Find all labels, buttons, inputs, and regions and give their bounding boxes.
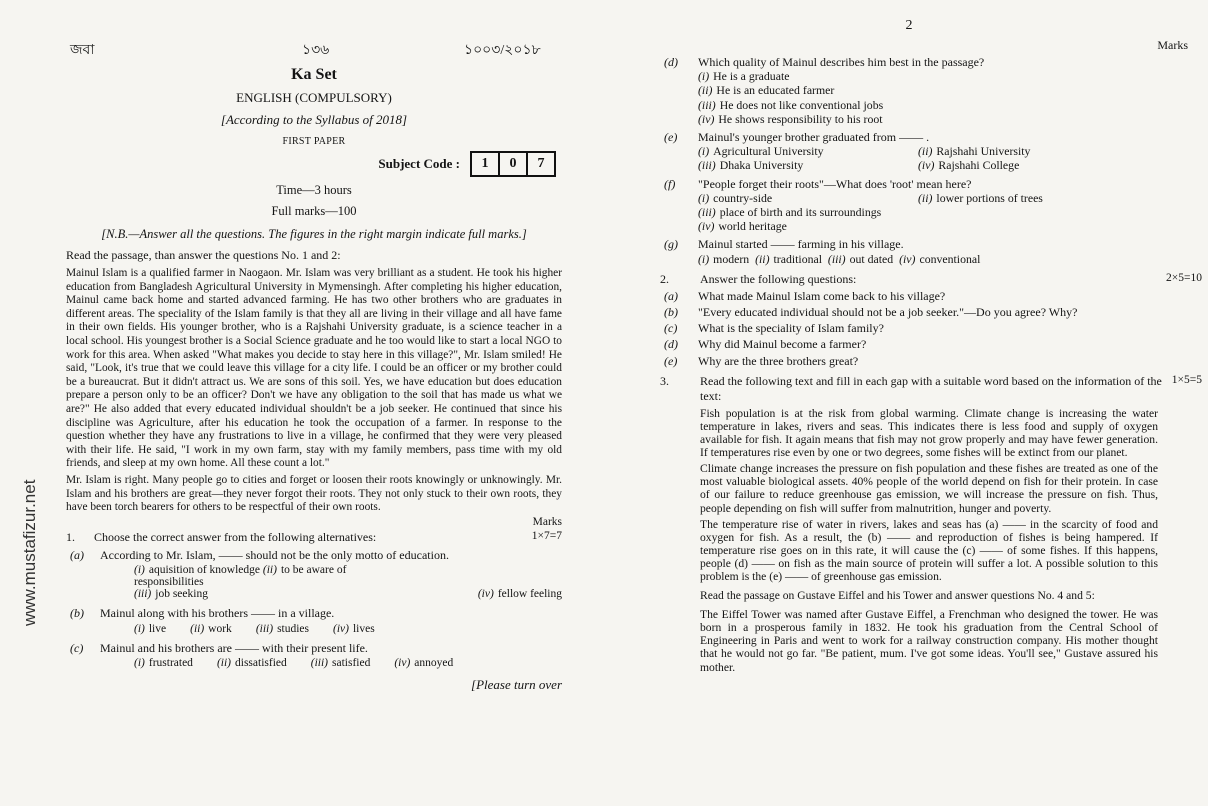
- code-digit: 7: [537, 156, 545, 171]
- option: (i) aquisition of knowledge (ii) to be aware of responsibilities: [134, 564, 347, 589]
- code-digit: 0: [500, 153, 528, 175]
- question-text: Answer the following questions:: [700, 271, 857, 286]
- item-text: What is the speciality of Islam family?: [698, 321, 884, 336]
- item-text: Mainul and his brothers are —— with their present life.: [100, 640, 368, 655]
- options: [134, 657, 562, 669]
- option: (i) He is a graduate: [698, 69, 790, 84]
- passage-paragraph: Mr. Islam is right. Many people go to cities and forget or loosen their roots knowingly or unknowingly. Mr. Islam and his brothers are great—they never forgot their roots. They not only stuck to their own roots, they have been torch bearers for others to be respectful of their own roots.: [66, 473, 562, 514]
- nb-instructions: [N.B.—Answer all the questions. The figures in the right margin indicate full marks.]: [101, 227, 527, 241]
- turn-over-note: [Please turn over: [471, 676, 562, 692]
- option: (ii) Rajshahi University: [918, 144, 1031, 159]
- option: (iv) conventional: [899, 251, 981, 266]
- question-2-header: [660, 271, 1202, 287]
- item-text: Mainul's younger brother graduated from —— .: [698, 130, 930, 145]
- syllabus-note: [According to the Syllabus of 2018]: [220, 112, 408, 127]
- options: [134, 623, 562, 635]
- question-number: 2.: [660, 271, 669, 286]
- item-label: (e): [664, 130, 678, 145]
- option: (iii) studies: [255, 622, 310, 635]
- paper-label: FIRST PAPER: [282, 136, 346, 147]
- option: (i) country-side: [698, 190, 773, 205]
- watermark: www.mustafizur.net: [20, 479, 39, 626]
- options: [698, 144, 1158, 172]
- options: [698, 69, 1158, 126]
- question-marks: 1×7=7: [531, 529, 562, 542]
- option: (ii) He is an educated farmer: [698, 83, 835, 98]
- subject-code-row: [66, 151, 562, 177]
- option: (iii) place of birth and its surroundings (iv) world heritage: [698, 205, 882, 234]
- options: [698, 252, 1158, 266]
- right-page: [620, 0, 1208, 806]
- question-text: Choose the correct answer from the following alternatives:: [94, 529, 377, 544]
- item-text: Which quality of Mainul describes him best in the passage?: [698, 55, 985, 69]
- option: (iii) out dated: [827, 251, 894, 266]
- passage-intro: Read the passage, than answer the questions No. 1 and 2:: [66, 248, 341, 262]
- left-page: [0, 0, 600, 806]
- item-text: Mainul started —— farming in his village.: [698, 237, 904, 252]
- option: (i) modern: [698, 251, 750, 266]
- exam-ref: ১০০৩/২০১৮: [464, 43, 541, 58]
- item-text: Why did Mainul become a farmer?: [698, 337, 867, 352]
- marks-label: Marks: [532, 515, 562, 528]
- option: (iv) lives: [333, 622, 375, 635]
- option: (iii) He does not like conventional jobs: [698, 97, 884, 112]
- full-marks: Full marks—100: [271, 204, 357, 218]
- item-label: (b): [70, 606, 84, 621]
- item-text: According to Mr. Islam, —— should not be the only motto of education.: [100, 547, 449, 562]
- question-item: (b) "Every educated individual should not be a job seeker."—Do you agree? Why?: [664, 305, 1078, 320]
- option: (iv) He shows responsibility to his root: [698, 111, 883, 126]
- option: (ii) lower portions of trees: [918, 190, 1043, 205]
- question-marks: 2×5=10: [1166, 271, 1202, 284]
- options: [134, 564, 562, 600]
- question-item: [66, 548, 562, 562]
- item-text: "Every educated individual should not be a job seeker."—Do you agree? Why?: [698, 305, 1078, 320]
- question-item: (c) What is the speciality of Islam family?: [664, 321, 884, 336]
- set-title: Ka Set: [291, 66, 337, 83]
- question-item: [66, 641, 562, 655]
- passage-paragraph: Fish population is at the risk from global warming. Climate change is increasing the water temperature in lakes, rivers and seas. This indicates there is less food and supply of oxygen available for fish. It again means that fish may not grow properly and may have fewer generation. If temperatures rise even by one or two degrees, some fishes will be extinct from our planet.: [700, 406, 1158, 460]
- option: (iii) job seeking: [134, 588, 208, 601]
- code-digit: 1: [472, 153, 500, 175]
- item-label: (f): [664, 176, 676, 191]
- option: (ii) traditional: [755, 251, 822, 266]
- item-text: What made Mainul Islam come back to his village?: [698, 288, 946, 303]
- question-text: Read the following text and fill in each gap with a suitable word based on the information of the text:: [700, 373, 1162, 403]
- option: (iii) satisfied: [310, 656, 371, 669]
- subject-code-box: [470, 151, 556, 177]
- option: (i) live: [134, 622, 167, 635]
- page-number: 2: [905, 18, 913, 33]
- subject-code-label: Subject Code :: [378, 156, 460, 171]
- corner-mark: জবা: [70, 43, 95, 58]
- option: (i) Agricultural University: [698, 144, 824, 159]
- question-item: [660, 237, 1158, 251]
- subject-title: ENGLISH (COMPULSORY): [236, 90, 392, 105]
- item-label: (g): [664, 237, 678, 252]
- passage-paragraph: Climate change increases the pressure on fish population and these fishes are treated as one of the most valuable biological assets. 40% people of the world depend on fish for their protein. In case of our failure to reduce greenhouse gas emission, we will increase the pressure on fish. Thus, people depending on fish will suffer from malnutrition, hunger and poverty.: [700, 462, 1158, 515]
- item-text: Mainul along with his brothers —— in a village.: [100, 606, 335, 621]
- eiffel-passage: The Eiffel Tower was named after Gustave Eiffel, a Frenchman who designed the tower. He was born in a prosperous family in 1832. He took his graduation from the Central School of Engineering in Paris and went to work for a railway construction company. His mother thought that he would not go far. "Be patient, mum. I've got some ideas. You'll see," Gustave assured his mother.: [700, 608, 1158, 674]
- question-item: (d) Why did Mainul become a farmer?: [664, 337, 867, 352]
- board-code: ১৩৬: [302, 43, 330, 58]
- question-number: 1.: [66, 529, 75, 544]
- option: (iv) annoyed: [394, 656, 454, 669]
- question-item: (e) Why are the three brothers great?: [664, 353, 859, 368]
- item-label: (d): [664, 55, 678, 69]
- option: (iii) Dhaka University: [698, 158, 804, 173]
- question-3-header: [660, 373, 1202, 404]
- item-label: (c): [70, 640, 84, 655]
- item-text: Why are the three brothers great?: [698, 353, 859, 368]
- exam-time: Time—3 hours: [276, 183, 352, 197]
- question-item: [660, 177, 1158, 191]
- item-label: (a): [70, 547, 84, 562]
- question-item: (a) What made Mainul Islam come back to his village?: [664, 288, 946, 303]
- option: (ii) work: [190, 622, 232, 635]
- question-item: [660, 55, 1158, 69]
- question-item: [66, 606, 562, 620]
- options: [698, 191, 1158, 234]
- question-marks: 1×5=5: [1171, 373, 1202, 386]
- option: (iv) Rajshahi College: [918, 158, 1020, 173]
- option: (ii) dissatisfied: [216, 656, 287, 669]
- passage-paragraph: Mainul Islam is a qualified farmer in Naogaon. Mr. Islam was very brilliant as a student. He took his higher education from Bangladesh Agricultural University in Mymensingh. After completing his higher education, Mainul came back home and started advanced farming. He has two other brothers who are graduates in different areas. The speciality of the Islam family is that they all are living in their village and all have fame in their own fields. His younger brother, who is a Rajshahi University graduate, is a science teacher in a local school. His youngest brother is a Social Science graduate and he too would like to start a local NGO to work for this area. When asked "What makes you decide to stay here in this village?", Mr. Islam smiled! He said, "Look, it's true that we could leave this village for a city life. I could be an officer or my brother could be a bureaucrat. But it didn't attract us. We are sons of this soil. Yes, we have education but does education prepare a person only to be an officer? Don't we have any obligation to the soil that has made us what we are?" He also added that every educated individual shouldn't be a job seeker. He continued that since his discipline was Agriculture, after his education he took the occupation of a farmer. In response to the question whether they have any frustrations to live in a village, he confirmed that they were very pleased with their life. He said, "I work in my own farm, stay with my family members, pass time with my old friends, and sleep at my own home. All these count a lot.": [66, 267, 562, 470]
- option: (iv) fellow feeling: [477, 588, 562, 601]
- header-top: [66, 34, 562, 58]
- fish-passage: [700, 407, 1158, 674]
- passage: [66, 267, 562, 515]
- q45-intro: Read the passage on Gustave Eiffel and his Tower and answer questions No. 4 and 5:: [700, 589, 1095, 603]
- question-number: 3.: [660, 373, 669, 388]
- question-1-header: [66, 530, 562, 545]
- item-text: "People forget their roots"—What does 'root' mean here?: [698, 176, 972, 191]
- gap-fill-text: The temperature rise of water in rivers, lakes and seas has (a) —— in the scarcity of food and oxygen for fish. As a result, the (b) —— and reproduction of fishes is being hampered. If temperature rise goes on in this rate, it will cause the (c) —— of some fishes. If this happens, people (d) —— on fish as the main source of protein will suffer a lot. A possible solution to this problem is the (e) —— of greenhouse gas emission.: [700, 517, 1158, 583]
- marks-label: Marks: [1157, 38, 1188, 52]
- question-item: [660, 130, 1158, 144]
- option: (i) frustrated: [134, 656, 193, 669]
